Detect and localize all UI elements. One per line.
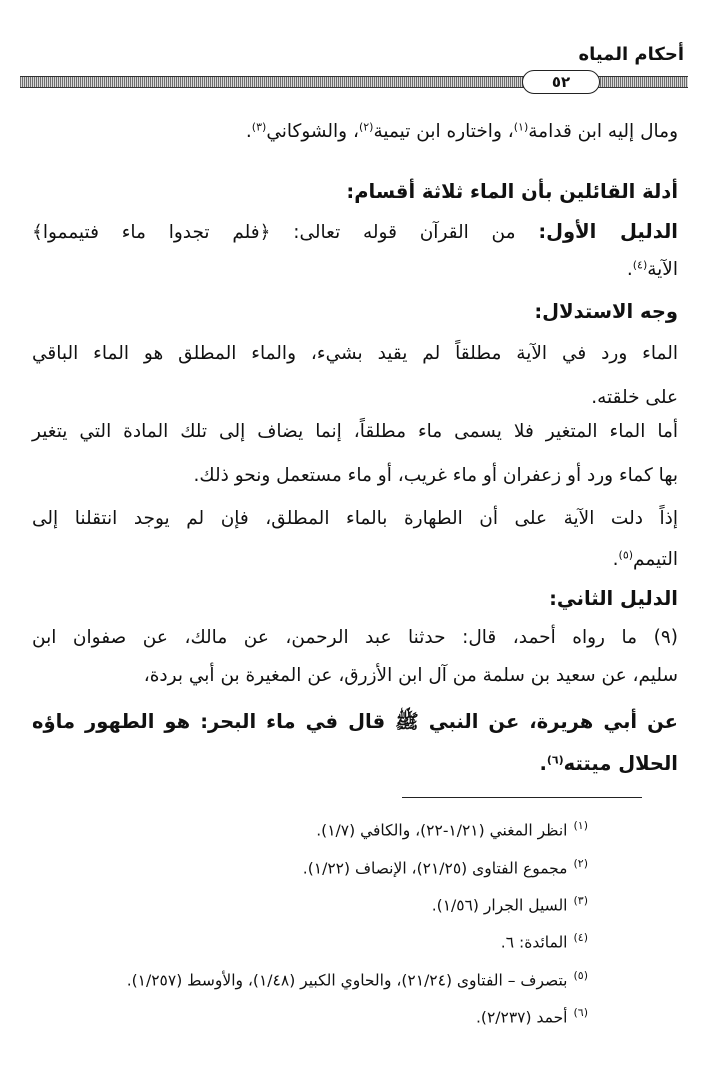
footnote-text: أحمد (٢/٢٣٧). bbox=[476, 1008, 568, 1027]
footnote-number: (٢) bbox=[573, 857, 588, 870]
footnote-ref: (٥) bbox=[618, 548, 634, 562]
text-line: إذاً دلت الآية على أن الطهارة بالماء المطلق، فإن لم يوجد انتقلنا إلى bbox=[32, 508, 678, 529]
text-span: ومال إليه ابن قدامة bbox=[528, 121, 678, 142]
text-span: . bbox=[245, 121, 252, 142]
footnote bbox=[303, 852, 588, 881]
text-line: (٩) ما رواه أحمد، قال: حدثنا عبد الرحمن، عن مالك، عن صفوان ابن bbox=[32, 627, 678, 648]
text-span: ، واختاره ابن تيمية bbox=[373, 121, 514, 142]
footnote-ref: (٣) bbox=[251, 120, 267, 134]
text-span: التيمم bbox=[633, 549, 678, 570]
text-span: ، والشوكاني bbox=[266, 121, 359, 142]
footnote-text: مجموع الفتاوى (٢١/٢٥)، الإنصاف (١/٢٢). bbox=[302, 859, 568, 878]
footnote-number: (٤) bbox=[573, 931, 588, 944]
evidence-label: الدليل الأول: bbox=[538, 220, 678, 243]
text-line: الماء ورد في الآية مطلقاً لم يقيد بشيء، والماء المطلق هو الماء الباقي bbox=[32, 343, 678, 364]
footnote-text: بتصرف – الفتاوى (٢١/٢٤)، والحاوي الكبير (١/٤٨)، والأوسط (١/٢٥٧). bbox=[126, 971, 568, 990]
footnote-text: المائدة: ٦. bbox=[500, 933, 568, 952]
text-line: أما الماء المتغير فلا يسمى ماء مطلقاً، إنما يضاف إلى تلك المادة التي يتغير bbox=[32, 421, 678, 442]
text-span: الآية bbox=[647, 259, 678, 280]
footnote bbox=[127, 964, 588, 993]
text-line bbox=[32, 218, 678, 247]
hadith-text: عن أبي هريرة، عن النبي ﷺ قال في ماء البحر: هو الطهور ماؤه bbox=[32, 710, 678, 733]
footnote bbox=[501, 926, 588, 955]
page-number: ٥٢ bbox=[522, 70, 600, 94]
text-span: . bbox=[612, 549, 619, 570]
footnote-ref: (١) bbox=[513, 120, 529, 134]
section-heading: أدلة القائلين بأن الماء ثلاثة أقسام: bbox=[346, 180, 678, 203]
footnote-ref: (٤) bbox=[632, 258, 648, 272]
text-line bbox=[627, 256, 678, 284]
text-line: بها كماء ورد أو زعفران أو ماء غريب، أو ماء مستعمل ونحو ذلك. bbox=[193, 465, 678, 486]
footnote-number: (٥) bbox=[573, 969, 588, 982]
footnote bbox=[316, 814, 588, 843]
footnote-number: (٣) bbox=[573, 894, 588, 907]
text-line: سليم، عن سعيد بن سلمة من آل ابن الأزرق، عن المغيرة بن أبي بردة، bbox=[143, 665, 678, 686]
footnote-number: (١) bbox=[573, 819, 588, 832]
text-line bbox=[613, 546, 678, 574]
footnote-text: انظر المغني (١/٢١-٢٢)، والكافي (١/٧). bbox=[316, 821, 568, 840]
footnote-divider bbox=[402, 797, 642, 798]
footnote-ref: (٢) bbox=[358, 120, 374, 134]
text-span: . bbox=[626, 259, 633, 280]
header-band bbox=[20, 70, 688, 94]
footnote-ref: (٦) bbox=[546, 753, 564, 767]
book-title: أحكام المياه bbox=[578, 44, 684, 65]
text-span: من القرآن قوله تعالى: ﴿فلم تجدوا ماء فتيمموا﴾ bbox=[32, 222, 516, 243]
text-span: الحلال ميتته bbox=[563, 752, 678, 775]
text-line bbox=[246, 118, 678, 146]
footnote bbox=[432, 889, 588, 918]
text-span: . bbox=[539, 752, 547, 775]
subheading: وجه الاستدلال: bbox=[534, 300, 678, 323]
hadith-text bbox=[539, 750, 678, 778]
footnote-number: (٦) bbox=[573, 1006, 588, 1019]
evidence-label: الدليل الثاني: bbox=[549, 587, 678, 610]
text-line: على خلقته. bbox=[591, 387, 678, 408]
footnote-text: السيل الجرار (١/٥٦). bbox=[431, 896, 568, 915]
footnote bbox=[476, 1001, 588, 1030]
